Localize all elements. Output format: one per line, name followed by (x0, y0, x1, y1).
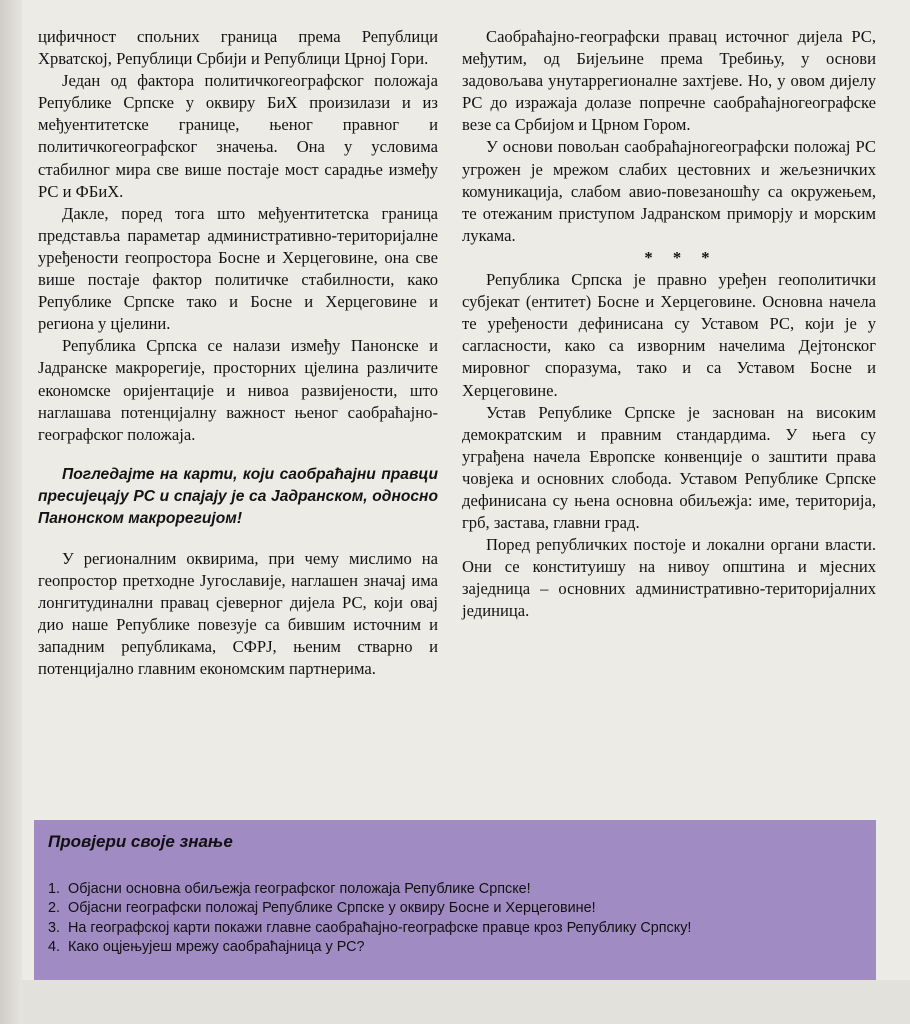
question-item (48, 919, 691, 938)
paragraph: Један од фактора политичкогеографског положаја Републике Српске у оквиру БиХ произилази и из међуентитетске границе, њеног правног и политичкогеографског значења. Она у условима стабилног мира све више постаје мост сарадње између РС и ФБиХ. (38, 71, 438, 201)
question-text: Објасни основна обиљежја географског положаја Републике Српске! (68, 881, 531, 897)
next-page-bleed (22, 980, 910, 1024)
paragraph: Република Српска се налази између Панонске и Јадранске макрорегије, просторних цјелина различите економске оријентације и нивоа развијености, што наглашава потенцијалну важност њеног саобраћајно-географског положаја. (38, 336, 438, 444)
question-text: На географској карти покажи главне саобраћајно-географске правце кроз Републику Српску! (68, 919, 692, 936)
section-separator: * * * (644, 247, 718, 267)
paragraph: У регионалним оквирима, при чему мислимо на геопростор претходне Југославије, наглашен значај има лонгитудинални правац сјеверног дијела РС, који овај дио наше Републике повезује са бившим источним и западним републикама, СФРЈ, њеним стварно и потенцијално главним економским партнерима. (38, 548, 438, 679)
map-exercise-note: Погледајте на карти, који саобраћајни правци пресијецају РС и спајају је са Јадранском, односно Панонском макрорегијом! (38, 465, 438, 527)
question-text: Како оцјењујеш мрежу саобраћајница у РС? (68, 939, 365, 956)
paragraph: цифичност спољних граница према Републици Хрватској, Републици Србији и Републици Црној Гори. (38, 27, 438, 69)
paragraph: Устав Републике Српске је заснован на високим демократским и правним стандардима. У њега су уграђена начела Европске конвенције о заштити права човјека и основних слобода. Уставом Републике Српске дефинисана су њена основна обиљежја: име, територија, грб, застава, главни град. (462, 402, 876, 533)
paragraph: Дакле, поред тога што међуентитетска граница представља параметар административно-територијалне уређености геопростора Босне и Херцеговине, она све више постаје фактор политичке стабилности, како Републике Српске тако и Босне и Херцеговине и региона у цјелини. (38, 203, 438, 334)
left-column (38, 26, 438, 680)
question-item (48, 938, 691, 957)
question-number: 1. (48, 881, 61, 897)
page-edge (0, 0, 22, 1024)
question-number: 4. (48, 939, 61, 956)
question-item (48, 880, 691, 899)
question-number: 3. (48, 919, 61, 936)
knowledge-check-box (34, 820, 876, 980)
question-number: 2. (48, 900, 61, 917)
question-text: Објасни географски положај Републике Српске у оквиру Босне и Херцеговине! (68, 900, 596, 917)
paragraph: Република Српска је правно уређен геополитички субјекат (ентитет) Босне и Херцеговине. Основна начела те уређености дефинисана су Уставом РС, који је у сагласности, како са изворним начелима Дејтонског мировног споразума, тако и са Уставом Босне и Херцеговине. (462, 270, 876, 400)
paragraph: У основи повољан саобраћајногеографски положај РС угрожен је мрежом слабих цестовних и жељезничких комуникација, слабом авио-повезаношћу са окружењем, те отежаним приступом Јадранском приморју и морским лукама. (462, 137, 876, 245)
right-column (462, 26, 876, 623)
paragraph: Саобраћајно-географски правац источног дијела РС, међутим, од Бијељине према Требињу, у основи задовољава унутаррегионалне захтјеве. Но, у овом дијелу РС до изражаја долазе попречне саобраћајногеографске везе са Србијом и Црном Гором. (462, 27, 876, 135)
question-item (48, 899, 691, 918)
question-list (48, 880, 691, 958)
paragraph: Поред републичких постоје и локални органи власти. Они се конституишу на нивоу општина и мјесних заједница – основних административно-територијалних јединица. (462, 535, 876, 621)
knowledge-check-title: Провјери своје знање (48, 832, 233, 851)
